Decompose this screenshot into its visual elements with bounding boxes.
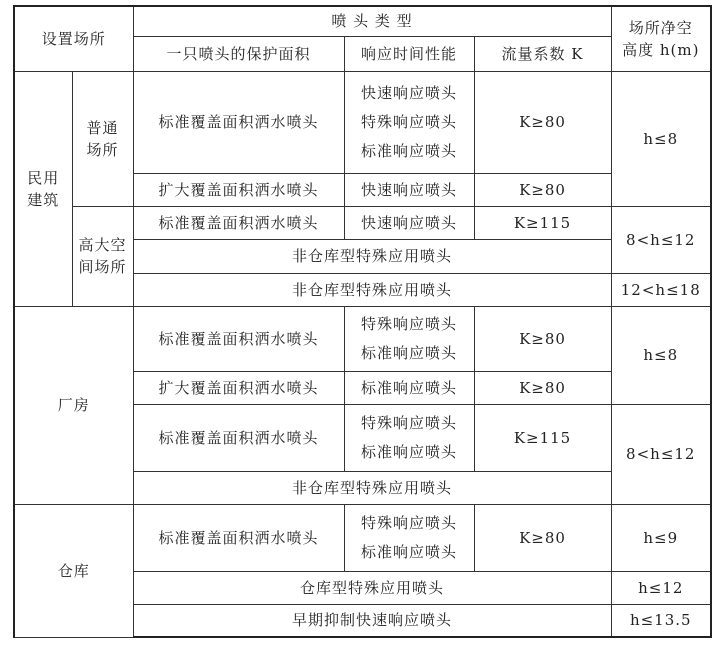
response-line: 特殊响应喷头 bbox=[361, 513, 458, 532]
clear-height-cell: 12<h≤18 bbox=[611, 273, 711, 306]
response-cell bbox=[344, 404, 474, 471]
subcategory-ordinary bbox=[72, 71, 133, 206]
special-application-cell: 非仓库型特殊应用喷头 bbox=[133, 471, 611, 504]
coverage-cell: 标准覆盖面积洒水喷头 bbox=[133, 206, 344, 239]
flow-coef-cell: K≥80 bbox=[474, 371, 611, 404]
header-place: 设置场所 bbox=[14, 6, 133, 71]
special-application-cell: 非仓库型特殊应用喷头 bbox=[133, 239, 611, 273]
header-clear-height bbox=[611, 6, 711, 71]
response-cell bbox=[344, 504, 474, 571]
response-line: 快速响应喷头 bbox=[361, 83, 458, 102]
category-factory: 厂房 bbox=[14, 306, 133, 504]
response-line: 标准响应喷头 bbox=[361, 442, 458, 461]
clear-height-cell: h≤8 bbox=[611, 71, 711, 206]
flow-coef-cell: K≥80 bbox=[474, 504, 611, 571]
response-cell bbox=[344, 71, 474, 173]
subcategory-ordinary-line2: 场所 bbox=[86, 140, 119, 159]
special-application-cell: 早期抑制快速响应喷头 bbox=[133, 604, 611, 637]
header-sprinkler-type: 喷 头 类 型 bbox=[133, 6, 611, 36]
clear-height-cell: h≤9 bbox=[611, 504, 711, 571]
flow-coef-cell: K≥80 bbox=[474, 306, 611, 371]
clear-height-cell: h≤8 bbox=[611, 306, 711, 404]
header-clear-height-line1: 场所净空 bbox=[628, 18, 693, 37]
response-cell bbox=[344, 306, 474, 371]
response-line: 标准响应喷头 bbox=[361, 141, 458, 160]
clear-height-cell: h≤13.5 bbox=[611, 604, 711, 637]
header-response: 响应时间性能 bbox=[344, 36, 474, 71]
sprinkler-selection-table bbox=[13, 5, 712, 638]
subcategory-tall-line2: 间场所 bbox=[78, 258, 127, 276]
flow-coef-cell: K≥115 bbox=[474, 404, 611, 471]
category-warehouse: 仓库 bbox=[14, 504, 133, 637]
special-application-cell: 仓库型特殊应用喷头 bbox=[133, 571, 611, 604]
subcategory-ordinary-line1: 普通 bbox=[86, 118, 119, 137]
header-clear-height-line2: 高度 h(m) bbox=[622, 40, 700, 59]
clear-height-cell: h≤12 bbox=[611, 571, 711, 604]
coverage-cell: 标准覆盖面积洒水喷头 bbox=[133, 404, 344, 471]
subcategory-tall-space bbox=[72, 206, 133, 306]
coverage-cell: 标准覆盖面积洒水喷头 bbox=[133, 306, 344, 371]
flow-coef-cell: K≥80 bbox=[474, 71, 611, 173]
coverage-cell: 扩大覆盖面积洒水喷头 bbox=[133, 173, 344, 206]
response-line: 特殊响应喷头 bbox=[361, 413, 458, 432]
response-cell: 快速响应喷头 bbox=[344, 206, 474, 239]
response-cell: 快速响应喷头 bbox=[344, 173, 474, 206]
response-line: 特殊响应喷头 bbox=[361, 314, 458, 333]
flow-coef-cell: K≥80 bbox=[474, 173, 611, 206]
special-application-cell: 非仓库型特殊应用喷头 bbox=[133, 273, 611, 306]
coverage-cell: 标准覆盖面积洒水喷头 bbox=[133, 71, 344, 173]
subcategory-tall-line1: 高大空 bbox=[78, 236, 127, 254]
clear-height-cell: 8<h≤12 bbox=[611, 404, 711, 504]
coverage-cell: 扩大覆盖面积洒水喷头 bbox=[133, 371, 344, 404]
header-coverage: 一只喷头的保护面积 bbox=[133, 36, 344, 71]
category-civil bbox=[14, 71, 72, 306]
category-civil-line1: 民用 bbox=[27, 168, 60, 187]
flow-coef-cell: K≥115 bbox=[474, 206, 611, 239]
response-line: 标准响应喷头 bbox=[361, 343, 458, 362]
coverage-cell: 标准覆盖面积洒水喷头 bbox=[133, 504, 344, 571]
response-line: 特殊响应喷头 bbox=[361, 112, 458, 131]
clear-height-cell: 8<h≤12 bbox=[611, 206, 711, 273]
response-line: 标准响应喷头 bbox=[361, 542, 458, 561]
category-civil-line2: 建筑 bbox=[27, 190, 60, 209]
response-cell: 标准响应喷头 bbox=[344, 371, 474, 404]
header-flow-coef: 流量系数 K bbox=[474, 36, 611, 71]
